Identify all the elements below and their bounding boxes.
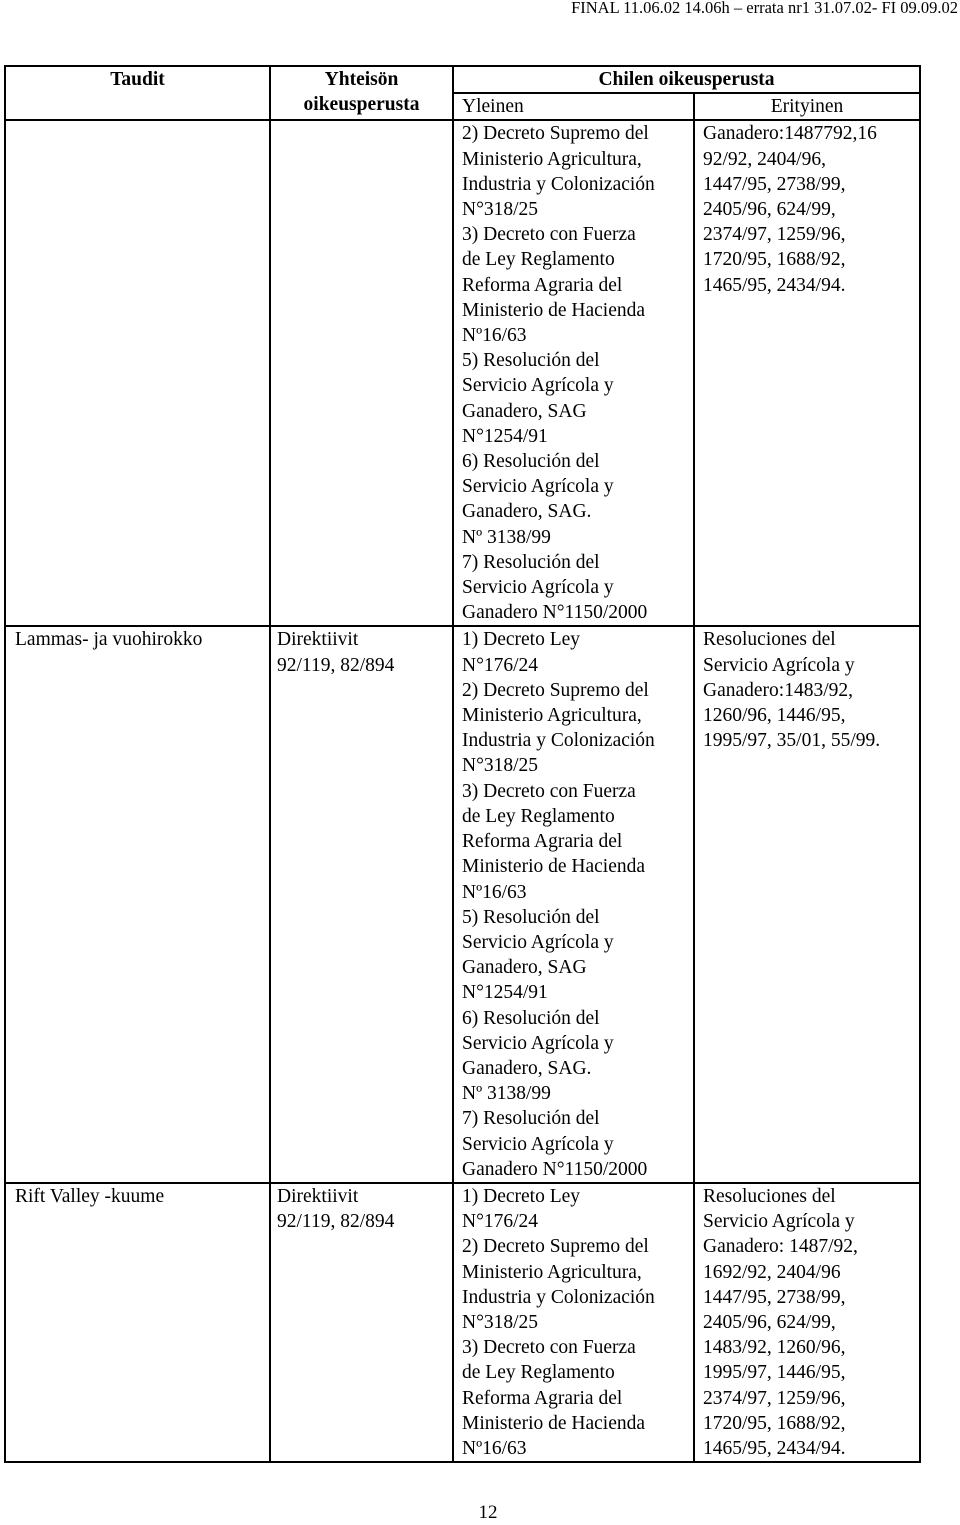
general-basis-line: Ganadero N°1150/2000 <box>462 1158 648 1180</box>
specific-basis-line: Ganadero: 1487/92, <box>703 1236 858 1258</box>
specific-basis-line: Resoluciones del <box>703 1185 836 1207</box>
general-basis-line: 3) Decreto con Fuerza <box>462 224 636 246</box>
general-basis-line: Servicio Agrícola y <box>462 577 614 599</box>
general-basis-line: Nº16/63 <box>462 1437 527 1459</box>
table-row <box>5 626 920 1182</box>
general-basis-line: Servicio Agrícola y <box>462 1032 614 1054</box>
specific-basis-line: 2405/96, 624/99, <box>703 199 836 221</box>
specific-basis-line: 1465/95, 2434/94. <box>703 274 846 296</box>
general-basis-line: Nº16/63 <box>462 881 527 903</box>
specific-basis-cell <box>694 1183 920 1462</box>
table-row <box>5 120 920 626</box>
general-basis-line: 6) Resolución del <box>462 451 600 473</box>
specific-basis-line: Servicio Agrícola y <box>703 1211 855 1233</box>
general-basis-line: Nº 3138/99 <box>462 526 551 548</box>
general-basis-line: N°318/25 <box>462 1311 539 1333</box>
table-row <box>5 1183 920 1462</box>
specific-basis-line: 1995/97, 1446/95, <box>703 1362 846 1384</box>
header-yleinen: Yleinen <box>453 93 694 120</box>
disease-name: Rift Valley -kuume <box>15 1185 165 1207</box>
general-basis-line: Industria y Colonización <box>462 730 655 752</box>
community-basis-line: Direktiivit <box>277 629 359 651</box>
community-basis-cell <box>270 120 453 626</box>
general-basis-cell <box>453 120 694 626</box>
specific-basis-cell <box>694 120 920 626</box>
general-basis-line: N°176/24 <box>462 654 539 676</box>
general-basis-line: Ministerio de Hacienda <box>462 1412 646 1434</box>
chile-legal-basis-table <box>4 65 921 1463</box>
general-basis-line: 1) Decreto Ley <box>462 1185 581 1207</box>
disease-name: Lammas- ja vuohirokko <box>15 629 203 651</box>
specific-basis-line: 1260/96, 1446/95, <box>703 705 846 727</box>
specific-basis-line: 1720/95, 1688/92, <box>703 1412 846 1434</box>
general-basis-line: 5) Resolución del <box>462 906 600 928</box>
specific-basis-line: 1465/95, 2434/94. <box>703 1437 846 1459</box>
table-body <box>5 120 920 1462</box>
specific-basis-line: 2374/97, 1259/96, <box>703 1387 846 1409</box>
disease-cell <box>5 120 270 626</box>
general-basis-line: Industria y Colonización <box>462 173 655 195</box>
specific-basis-line: 1995/97, 35/01, 55/99. <box>703 730 881 752</box>
general-basis-line: N°176/24 <box>462 1211 539 1233</box>
general-basis-line: Servicio Agrícola y <box>462 1133 614 1155</box>
specific-basis-line: 2405/96, 624/99, <box>703 1311 836 1333</box>
general-basis-line: Nº16/63 <box>462 325 527 347</box>
general-basis-line: Ministerio de Hacienda <box>462 856 646 878</box>
general-basis-line: Industria y Colonización <box>462 1286 655 1308</box>
general-basis-line: 3) Decreto con Fuerza <box>462 1337 636 1359</box>
document-version-header: FINAL 11.06.02 14.06h – errata nr1 31.07.02- FI 09.09.02 <box>571 0 958 17</box>
specific-basis-line: 92/92, 2404/96, <box>703 148 826 170</box>
general-basis-line: Ganadero, SAG. <box>462 501 592 523</box>
general-basis-line: Servicio Agrícola y <box>462 476 614 498</box>
general-basis-line: de Ley Reglamento <box>462 249 615 271</box>
general-basis-line: N°1254/91 <box>462 425 548 447</box>
general-basis-line: Reforma Agraria del <box>462 1387 623 1409</box>
specific-basis-line: 1720/95, 1688/92, <box>703 249 846 271</box>
community-basis-line: 92/119, 82/894 <box>277 1211 395 1233</box>
table-header-row <box>5 66 920 93</box>
header-chilen-oikeusperusta: Chilen oikeusperusta <box>453 66 920 93</box>
specific-basis-line: 1692/92, 2404/96 <box>703 1261 841 1283</box>
header-yhteison-oikeusperusta <box>270 66 453 120</box>
general-basis-line: 2) Decreto Supremo del <box>462 123 649 145</box>
community-basis-line: 92/119, 82/894 <box>277 654 395 676</box>
community-basis-cell <box>270 626 453 1182</box>
disease-cell <box>5 626 270 1182</box>
general-basis-line: N°1254/91 <box>462 982 548 1004</box>
specific-basis-line: Resoluciones del <box>703 629 836 651</box>
general-basis-line: Servicio Agrícola y <box>462 931 614 953</box>
specific-basis-line: 1447/95, 2738/99, <box>703 173 846 195</box>
general-basis-line: de Ley Reglamento <box>462 805 615 827</box>
general-basis-line: 7) Resolución del <box>462 551 600 573</box>
general-basis-line: Ganadero, SAG <box>462 400 587 422</box>
header-taudit: Taudit <box>5 66 270 120</box>
specific-basis-line: 1447/95, 2738/99, <box>703 1286 846 1308</box>
community-basis-line: Direktiivit <box>277 1185 359 1207</box>
page-number: 12 <box>478 1502 498 1523</box>
specific-basis-line: 1483/92, 1260/96, <box>703 1337 846 1359</box>
general-basis-line: 5) Resolución del <box>462 350 600 372</box>
community-basis-cell <box>270 1183 453 1462</box>
general-basis-line: 2) Decreto Supremo del <box>462 1236 649 1258</box>
specific-basis-line: Ganadero:1483/92, <box>703 679 854 701</box>
general-basis-line: Ganadero, SAG <box>462 957 587 979</box>
general-basis-line: Nº 3138/99 <box>462 1083 551 1105</box>
general-basis-cell <box>453 1183 694 1462</box>
general-basis-line: 3) Decreto con Fuerza <box>462 780 636 802</box>
header-erityinen: Erityinen <box>694 93 920 120</box>
general-basis-line: Servicio Agrícola y <box>462 375 614 397</box>
general-basis-line: Ganadero N°1150/2000 <box>462 602 648 624</box>
general-basis-line: Ministerio Agricultura, <box>462 1261 642 1283</box>
specific-basis-line: 2374/97, 1259/96, <box>703 224 846 246</box>
header-yhteison-line1: Yhteisön <box>324 69 399 90</box>
general-basis-line: Ministerio Agricultura, <box>462 148 642 170</box>
general-basis-line: 6) Resolución del <box>462 1007 600 1029</box>
general-basis-line: de Ley Reglamento <box>462 1362 615 1384</box>
general-basis-line: 2) Decreto Supremo del <box>462 679 649 701</box>
general-basis-line: Ministerio Agricultura, <box>462 705 642 727</box>
specific-basis-line: Servicio Agrícola y <box>703 654 855 676</box>
general-basis-line: N°318/25 <box>462 755 539 777</box>
general-basis-line: Reforma Agraria del <box>462 274 623 296</box>
general-basis-cell <box>453 626 694 1182</box>
general-basis-line: N°318/25 <box>462 199 539 221</box>
specific-basis-line: Ganadero:1487792,16 <box>703 123 877 145</box>
general-basis-line: Ganadero, SAG. <box>462 1057 592 1079</box>
general-basis-line: 1) Decreto Ley <box>462 629 581 651</box>
specific-basis-cell <box>694 626 920 1182</box>
general-basis-line: 7) Resolución del <box>462 1108 600 1130</box>
disease-cell <box>5 1183 270 1462</box>
general-basis-line: Ministerio de Hacienda <box>462 299 646 321</box>
header-yhteison-line2: oikeusperusta <box>303 94 420 116</box>
general-basis-line: Reforma Agraria del <box>462 831 623 853</box>
